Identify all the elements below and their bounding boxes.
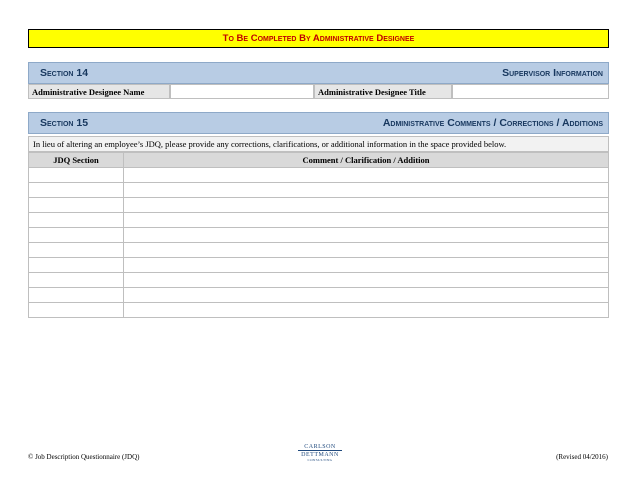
logo-line-3: CONSULTING (307, 458, 333, 462)
column-header-comment: Comment / Clarification / Addition (124, 153, 609, 168)
table-row (29, 168, 609, 183)
section-15-label: Section 15 (40, 117, 89, 129)
designee-name-field[interactable] (170, 84, 314, 99)
comment-cell[interactable] (124, 288, 609, 303)
table-row (29, 303, 609, 318)
section-14-header (28, 62, 609, 84)
jdq-section-cell[interactable] (29, 213, 124, 228)
table-row (29, 243, 609, 258)
comment-cell[interactable] (124, 273, 609, 288)
comment-cell[interactable] (124, 183, 609, 198)
jdq-section-cell[interactable] (29, 198, 124, 213)
table-row (29, 183, 609, 198)
jdq-section-cell[interactable] (29, 243, 124, 258)
logo-line-2: DETTMANN (298, 450, 342, 458)
comment-cell[interactable] (124, 243, 609, 258)
comments-table (28, 152, 609, 318)
footer-copyright: © Job Description Questionnaire (JDQ) (28, 453, 140, 461)
banner-text: To Be Completed By Administrative Designee (222, 33, 415, 44)
comment-cell[interactable] (124, 303, 609, 318)
comment-cell[interactable] (124, 168, 609, 183)
table-row (29, 288, 609, 303)
comment-cell[interactable] (124, 213, 609, 228)
column-header-jdq-section: JDQ Section (29, 153, 124, 168)
section-14-title: Supervisor Information (502, 67, 603, 79)
jdq-section-cell[interactable] (29, 303, 124, 318)
comment-cell[interactable] (124, 198, 609, 213)
jdq-section-cell[interactable] (29, 228, 124, 243)
designee-name-label: Administrative Designee Name (28, 84, 170, 99)
designee-info-row (28, 84, 609, 99)
table-row (29, 258, 609, 273)
section-14-label: Section 14 (40, 67, 89, 79)
company-logo (298, 444, 342, 463)
logo-line-1: CARLSON (304, 444, 336, 450)
jdq-section-cell[interactable] (29, 273, 124, 288)
comments-table-header (29, 153, 609, 168)
designee-title-field[interactable] (452, 84, 609, 99)
section-15-instructions: In lieu of altering an employee’s JDQ, please provide any corrections, clarifications, or additional information in the space provided below. (28, 136, 609, 152)
section-15-title: Administrative Comments / Corrections / Additions (382, 117, 603, 129)
jdq-section-cell[interactable] (29, 288, 124, 303)
jdq-section-cell[interactable] (29, 258, 124, 273)
comment-cell[interactable] (124, 258, 609, 273)
comment-cell[interactable] (124, 228, 609, 243)
table-row (29, 213, 609, 228)
designee-title-label: Administrative Designee Title (314, 84, 452, 99)
table-row (29, 198, 609, 213)
table-row (29, 273, 609, 288)
section-15-header (28, 112, 609, 134)
completion-banner (28, 29, 609, 48)
jdq-section-cell[interactable] (29, 183, 124, 198)
jdq-section-cell[interactable] (29, 168, 124, 183)
table-row (29, 228, 609, 243)
footer-revision: (Revised 04/2016) (556, 453, 608, 461)
